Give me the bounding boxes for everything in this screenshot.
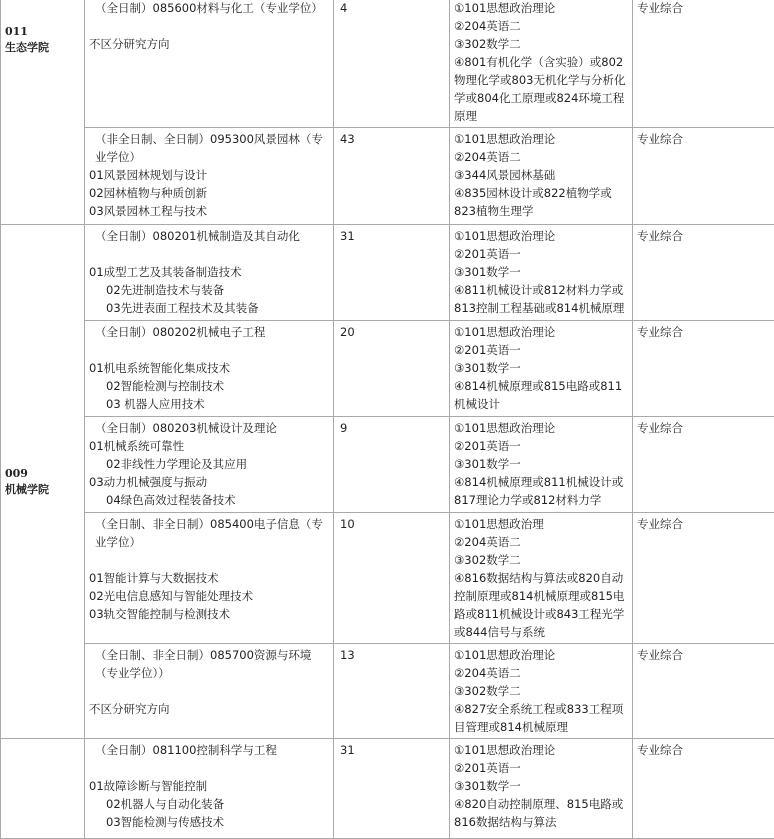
college-cell <box>1 225 85 739</box>
research-direction: 02智能检测与控制技术 <box>89 377 329 395</box>
exam-subject: ④835园林设计或822植物学或823植物生理学 <box>454 184 628 220</box>
quota-cell <box>334 225 450 321</box>
quota-count: 31 <box>338 229 355 243</box>
research-direction: 不区分研究方向 <box>89 35 329 53</box>
research-direction: 不区分研究方向 <box>89 700 329 718</box>
exam-subject: ③344风景园林基础 <box>454 166 628 184</box>
exam-subject: ③302数学二 <box>454 551 628 569</box>
research-direction: 01故障诊断与智能控制 <box>89 777 329 795</box>
college-code: 009 <box>5 466 80 482</box>
program-name: （全日制）081100控制科学与工程 <box>89 741 329 759</box>
research-direction: 02先进制造技术与装备 <box>89 281 329 299</box>
exam-subject: ①101思想政治理论 <box>454 419 628 437</box>
retest-subject: 专业综合 <box>637 648 683 662</box>
program-name: （全日制）080202机械电子工程 <box>89 323 329 341</box>
research-direction: 01成型工艺及其装备制造技术 <box>89 263 329 281</box>
college-cell <box>1 0 85 225</box>
college-cell <box>1 739 85 839</box>
spacer <box>89 682 329 700</box>
research-direction: 02非线性力学理论及其应用 <box>89 455 329 473</box>
research-direction: 03 机器人应用技术 <box>89 395 329 413</box>
program-name: （全日制）085600材料与化工（专业学位） <box>89 0 329 17</box>
retest-cell <box>633 417 774 513</box>
spacer <box>89 17 329 35</box>
quota-count: 4 <box>338 1 347 15</box>
retest-cell <box>633 644 774 739</box>
retest-cell <box>633 0 774 128</box>
quota-cell <box>334 128 450 225</box>
exam-cell <box>450 321 633 417</box>
research-direction: 03先进表面工程技术及其装备 <box>89 299 329 317</box>
program-cell <box>85 225 334 321</box>
research-direction: 01风景园林规划与设计 <box>89 166 329 184</box>
retest-subject: 专业综合 <box>637 743 683 757</box>
exam-cell <box>450 417 633 513</box>
research-direction: 02光电信息感知与智能处理技术 <box>89 587 329 605</box>
table-row <box>1 417 774 513</box>
exam-subject: ③301数学一 <box>454 777 628 795</box>
retest-subject: 专业综合 <box>637 1 683 15</box>
quota-count: 31 <box>338 743 355 757</box>
exam-subject: ①101思想政治理论 <box>454 741 628 759</box>
table-row <box>1 225 774 321</box>
college-code: 011 <box>5 24 80 40</box>
program-name: （非全日制、全日制）095300风景园林（专业学位） <box>89 130 329 166</box>
program-cell <box>85 513 334 644</box>
research-direction: 03智能检测与传感技术 <box>89 813 329 831</box>
table-row <box>1 513 774 644</box>
program-name: （全日制）080203机械设计及理论 <box>89 419 329 437</box>
retest-cell <box>633 739 774 839</box>
retest-subject: 专业综合 <box>637 421 683 435</box>
exam-subject: ①101思想政治理论 <box>454 130 628 148</box>
research-direction: 01机电系统智能化集成技术 <box>89 359 329 377</box>
spacer <box>89 245 329 263</box>
retest-subject: 专业综合 <box>637 229 683 243</box>
exam-subject: ①101思想政治理 <box>454 515 628 533</box>
exam-subject: ②204英语二 <box>454 17 628 35</box>
exam-cell <box>450 225 633 321</box>
exam-subject: ③301数学一 <box>454 263 628 281</box>
exam-subject: ③301数学一 <box>454 455 628 473</box>
table-row <box>1 644 774 739</box>
program-name: （全日制）080201机械制造及其自动化 <box>89 227 329 245</box>
program-cell <box>85 0 334 128</box>
exam-subject: ②204英语二 <box>454 533 628 551</box>
exam-subject: ③302数学二 <box>454 682 628 700</box>
exam-subject: ②201英语一 <box>454 437 628 455</box>
exam-subject: ①101思想政治理论 <box>454 227 628 245</box>
research-direction: 01智能计算与大数据技术 <box>89 569 329 587</box>
spacer <box>89 759 329 777</box>
retest-subject: 专业综合 <box>637 132 683 146</box>
program-cell <box>85 644 334 739</box>
quota-cell <box>334 417 450 513</box>
exam-subject: ④814机械原理或815电路或811机械设计 <box>454 377 628 413</box>
college-name: 机械学院 <box>5 482 80 498</box>
exam-subject: ④827安全系统工程或833工程项目管理或814机械原理 <box>454 700 628 736</box>
college-name: 生态学院 <box>5 40 80 56</box>
research-direction: 03动力机械强度与振动 <box>89 473 329 491</box>
quota-count: 9 <box>338 421 347 435</box>
research-direction: 02园林植物与种质创新 <box>89 184 329 202</box>
exam-subject: ②204英语二 <box>454 148 628 166</box>
retest-subject: 专业综合 <box>637 325 683 339</box>
exam-subject: ①101思想政治理论 <box>454 646 628 664</box>
exam-subject: ①101思想政治理论 <box>454 323 628 341</box>
research-direction: 03风景园林工程与技术 <box>89 202 329 220</box>
program-cell <box>85 739 334 839</box>
retest-cell <box>633 321 774 417</box>
exam-subject: ②201英语一 <box>454 245 628 263</box>
exam-cell <box>450 513 633 644</box>
quota-count: 43 <box>338 132 355 146</box>
exam-subject: ④801有机化学（含实验）或802物理化学或803无机化学与分析化学或804化工原理或824环境工程原理 <box>454 53 628 125</box>
quota-cell <box>334 644 450 739</box>
research-direction: 02机器人与自动化装备 <box>89 795 329 813</box>
exam-subject: ②204英语二 <box>454 664 628 682</box>
quota-count: 10 <box>338 517 355 531</box>
program-cell <box>85 321 334 417</box>
table-row <box>1 128 774 225</box>
research-direction: 01机械系统可靠性 <box>89 437 329 455</box>
exam-subject: ②201英语一 <box>454 759 628 777</box>
retest-cell <box>633 513 774 644</box>
exam-subject: ④820自动控制原理、815电路或816数据结构与算法 <box>454 795 628 831</box>
exam-subject: ④814机械原理或811机械设计或817理论力学或812材料力学 <box>454 473 628 509</box>
program-name: （全日制、非全日制）085400电子信息（专业学位） <box>89 515 329 551</box>
exam-subject: ③302数学二 <box>454 35 628 53</box>
quota-count: 13 <box>338 648 355 662</box>
program-cell <box>85 128 334 225</box>
exam-cell <box>450 644 633 739</box>
program-name: （全日制、非全日制）085700资源与环境（专业学位）） <box>89 646 329 682</box>
exam-cell <box>450 739 633 839</box>
exam-subject: ②201英语一 <box>454 341 628 359</box>
spacer <box>89 551 329 569</box>
retest-cell <box>633 128 774 225</box>
quota-cell <box>334 513 450 644</box>
exam-cell <box>450 0 633 128</box>
exam-subject: ③301数学一 <box>454 359 628 377</box>
table-row <box>1 739 774 839</box>
quota-cell <box>334 0 450 128</box>
retest-cell <box>633 225 774 321</box>
spacer <box>89 341 329 359</box>
exam-subject: ④816数据结构与算法或820自动控制原理或814机械原理或815电路或811机械设计或843工程光学或844信号与系统 <box>454 569 628 641</box>
quota-cell <box>334 739 450 839</box>
table-row <box>1 0 774 128</box>
retest-subject: 专业综合 <box>637 517 683 531</box>
exam-subject: ④811机械设计或812材料力学或813控制工程基础或814机械原理 <box>454 281 628 317</box>
exam-subject: ①101思想政治理论 <box>454 0 628 17</box>
exam-cell <box>450 128 633 225</box>
program-cell <box>85 417 334 513</box>
research-direction: 03轨交智能控制与检测技术 <box>89 605 329 623</box>
quota-cell <box>334 321 450 417</box>
table-row <box>1 321 774 417</box>
quota-count: 20 <box>338 325 355 339</box>
research-direction: 04绿色高效过程装备技术 <box>89 491 329 509</box>
